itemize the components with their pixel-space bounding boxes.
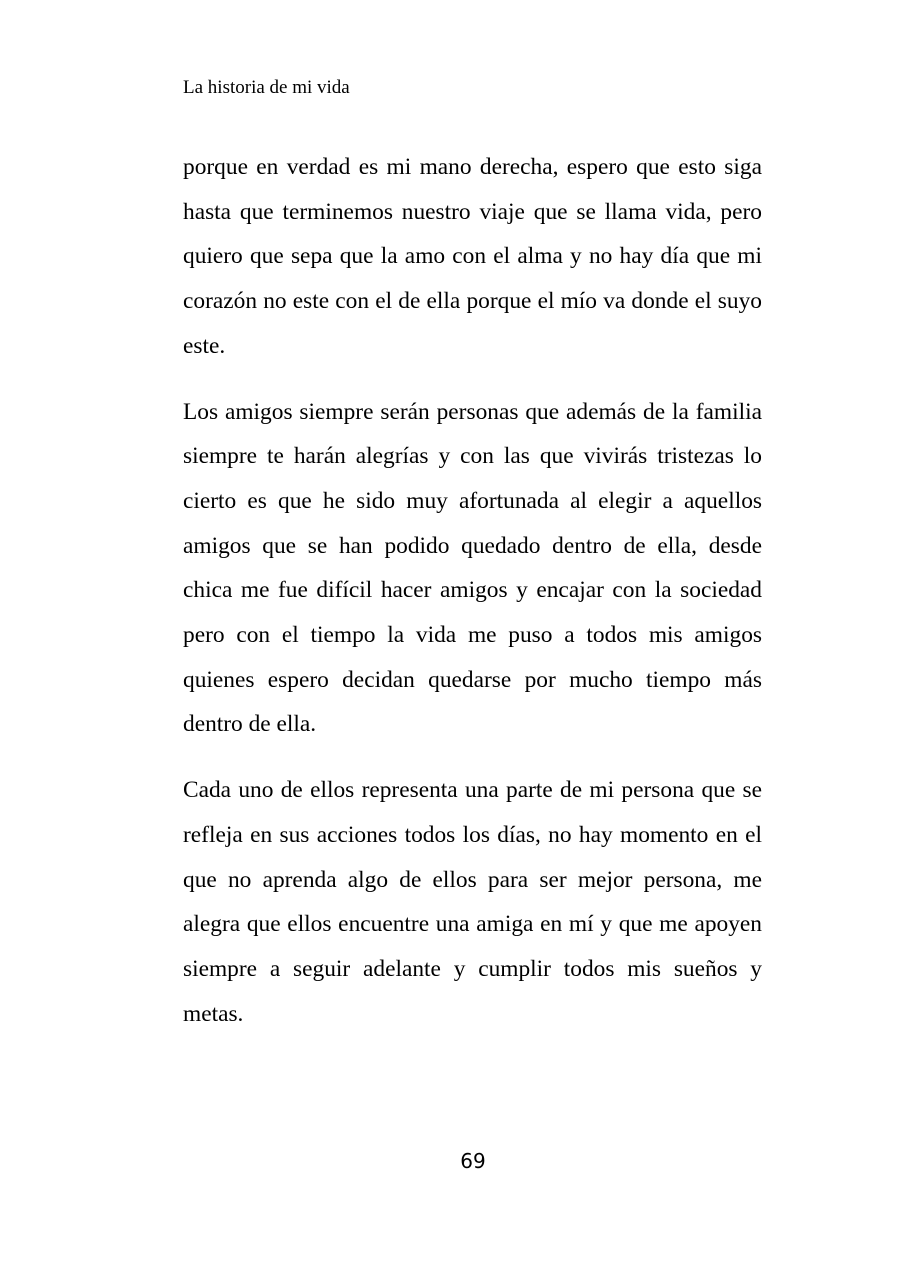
paragraph-1: porque en verdad es mi mano derecha, espero que esto siga hasta que terminemos nuestro viaje que se llama vida, pero quiero que sepa que la amo con el alma y no hay día que mi corazón no este con el de ella porque el mío va donde el suyo este. — [183, 154, 762, 359]
running-header-title: La historia de mi vida — [183, 77, 350, 98]
paragraph-3: Cada uno de ellos representa una parte de mi persona que se refleja en sus acciones todos los días, no hay momento en el que no aprenda algo de ellos para ser mejor persona, me alegra que ellos encuentre una amiga en mí y que me apoyen siempre a seguir adelante y cumplir todos mis sueños y metas. — [183, 777, 762, 1027]
body-text — [183, 145, 762, 1036]
page-number: 69 — [460, 1149, 486, 1173]
paragraph-2: Los amigos siempre serán personas que además de la familia siempre te harán alegrías y con las que vivirás tristezas lo cierto es que he sido muy afortunada al elegir a aquellos amigos que se han podido quedado dentro de ella, desde chica me fue difícil hacer amigos y encajar con la sociedad pero con el tiempo la vida me puso a todos mis amigos quienes espero decidan quedarse por mucho tiempo más dentro de ella. — [183, 398, 762, 738]
